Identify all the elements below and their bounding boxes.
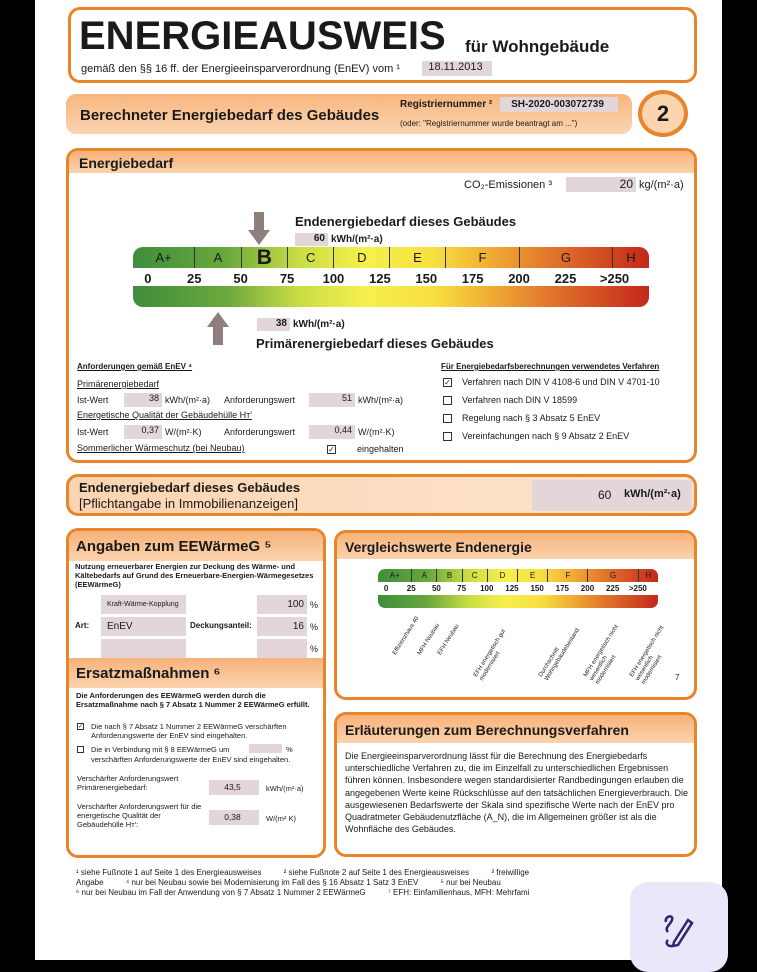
- ht-ist-unit: W/(m²·K): [165, 427, 202, 437]
- ersatz-option2a: Die in Verbindung mit § 8 EEWärmeG um: [91, 745, 230, 754]
- scale-tick: 25: [406, 584, 416, 593]
- scale-tick: 200: [508, 271, 530, 286]
- comparison-label: MFH energetisch nicht wesentlich modernisiert: [583, 624, 621, 686]
- footnote-line-1: ¹ siehe Fußnote 1 auf Seite 1 des Energieausweises ² siehe Fußnote 2 auf Seite 1 des Energieausweises ³ freiwillige: [76, 868, 530, 877]
- endenergie-unit: kWh/(m²·a): [331, 234, 383, 245]
- energiebedarf-box: [66, 148, 697, 463]
- verfahren-item: [443, 431, 693, 449]
- primaerenergie-arrow-icon: [207, 312, 229, 345]
- document-title: ENERGIEAUSWEIS: [79, 14, 446, 58]
- ersatz-intro: Die Anforderungen des EEWärmeG werden durch die Ersatzmaßnahme nach § 7 Absatz 1 Nummer 2 EEWärmeG erfüllt.: [76, 691, 310, 709]
- scale-tick: 100: [480, 584, 494, 593]
- ist-label-2: Ist-Wert: [77, 427, 109, 437]
- deckungsanteil-field: [257, 639, 307, 658]
- pflichtangabe-box: [66, 474, 697, 516]
- pen-icon: [662, 912, 696, 948]
- registration-number: SH-2020-003072739: [500, 97, 618, 112]
- comparison-label: Effizienzhaus 40: [392, 615, 421, 657]
- primaerenergie-unit: kWh/(m²·a): [293, 319, 345, 330]
- ht-ist-value: 0,37: [124, 425, 162, 439]
- enev-date: 18.11.2013: [422, 61, 492, 76]
- class-segment-Aplus: A+: [389, 571, 400, 580]
- ht-label: Energetische Qualität der Gebäudehülle Hт′: [77, 410, 252, 420]
- sommer-label: Sommerlicher Wärmeschutz (bei Neubau): [77, 443, 245, 453]
- class-segment-B: B: [241, 247, 287, 268]
- verfahren-checkbox[interactable]: [443, 414, 452, 423]
- sommer-checkbox[interactable]: ✓: [328, 445, 335, 454]
- ersatz-option1: Die nach § 7 Absatz 1 Nummer 2 EEWärmeG verschärften Anforderungswerte der EnEV sind eingehalten.: [91, 722, 287, 740]
- page-number: 2: [638, 90, 688, 137]
- scale-tick: 50: [233, 271, 248, 286]
- ersatz-option2-checkbox[interactable]: [77, 746, 84, 753]
- anf-label: Anforderungswert: [224, 395, 296, 405]
- scale-tick: 175: [555, 584, 569, 593]
- energy-class-scale: [133, 247, 649, 268]
- class-segment-E: E: [389, 247, 445, 268]
- verfahren-label: Verfahren nach DIN V 4108-6 und DIN V 4701-10: [462, 377, 660, 387]
- verfahren-list: [443, 377, 693, 449]
- anforderungen-title: Anforderungen gemäß EnEV ⁴: [77, 362, 193, 371]
- ersatz-percent-field: [249, 744, 282, 753]
- ersatz-option2b: verschärften Anforderungswerte der EnEV sind eingehalten.: [91, 755, 291, 764]
- scale-tick: 225: [554, 271, 577, 286]
- art-label: Art:: [75, 621, 90, 630]
- verfahren-label: Vereinfachungen nach § 9 Absatz 2 EnEV: [462, 431, 630, 441]
- primaerenergie-title: Primärenergiebedarf dieses Gebäudes: [256, 336, 494, 351]
- verfahren-item: [443, 395, 693, 413]
- scale-tick: 200: [580, 584, 595, 593]
- scale-tick: 175: [461, 271, 484, 286]
- verfahren-item: [443, 413, 693, 431]
- deckung-label: Deckungsanteil:: [190, 621, 252, 630]
- class-segment-Aplus: A+: [155, 250, 172, 265]
- prim-label: Primärenergiebedarf: [77, 379, 160, 389]
- verfahren-checkbox[interactable]: [443, 432, 452, 441]
- gradient-bar: [133, 286, 649, 307]
- prim-ist-unit: kWh/(m²·a): [165, 395, 210, 405]
- vergleich-title: Vergleichswerte Endenergie: [337, 533, 694, 559]
- vergleich-footnote: 7: [675, 673, 680, 682]
- class-segment-G: G: [519, 247, 612, 268]
- comparison-label: MFH Neubau: [417, 622, 442, 657]
- scale-tick: 125: [369, 271, 391, 286]
- scale-tick: 125: [505, 584, 519, 593]
- scale-tick: 75: [279, 271, 295, 286]
- scale-tick: 0: [144, 271, 152, 286]
- co2-unit: kg/(m²·a): [639, 179, 684, 191]
- scale-ticks: [69, 271, 694, 287]
- verfahren-title: Für Energiebedarfsberechnungen verwendetes Verfahren: [441, 362, 660, 371]
- scale-tick: 25: [187, 271, 202, 286]
- class-segment-A: A: [194, 247, 240, 268]
- comparison-label: Durchschnitt Wohngebäudebestand: [538, 627, 582, 682]
- section-title: Berechneter Energiebedarf des Gebäudes: [80, 107, 380, 124]
- scale-tick: 0: [383, 584, 389, 593]
- percent-sign: %: [310, 600, 319, 610]
- erlaeuterung-text: Die Energieeinsparverordnung lässt für die Berechnung des Energiebedarfs unterschiedliche Verfahren zu, die im Einzelfall zu unterschiedlichen Ergebnissen führen können. Insbesondere wegen standardisierter Randbedingungen erlauben die angegebenen Werte keine Rückschlüsse auf den tatsächlichen Energieverbrauch. Die ausgewiesenen Bedarfswerte der Skala sind spezifische Werte nach der EnEV pro Quadratmeter Gebäudenutzfläche (A_N), die im Allgemeinen größer ist als die Wohnfläche des Gebäudes.: [345, 751, 689, 835]
- v1-value: 43,5: [209, 780, 259, 795]
- scale-tick: 225: [605, 584, 620, 593]
- legal-basis: gemäß den §§ 16 ff. der Energieeinsparverordnung (EnEV) vom ¹: [81, 63, 400, 75]
- energiebedarf-title: Energiebedarf: [69, 151, 694, 173]
- verfahren-item: [443, 377, 693, 395]
- v1-label: Verschärfter Anforderungswert Primärenergiebedarf:: [77, 774, 179, 792]
- endenergie-arrow-icon: [248, 212, 270, 245]
- sommer-value: eingehalten: [357, 444, 404, 454]
- pflicht-unit: kWh/(m²·a): [624, 488, 681, 500]
- scale-tick: >250: [628, 584, 647, 593]
- v2-value: 0,38: [209, 810, 259, 825]
- vergleich-ticks: [337, 584, 697, 594]
- class-segment-H: H: [612, 247, 649, 268]
- v2-label: Verschärfter Anforderungswert für die energetische Qualität der Gebäudehülle Hт′:: [77, 802, 202, 829]
- vergleich-class-scale: [378, 569, 658, 582]
- energy-type-field: [101, 639, 186, 658]
- deckungsanteil-field: 100: [257, 595, 307, 614]
- verfahren-label: Verfahren nach DIN V 18599: [462, 395, 578, 405]
- scale-tick: 100: [322, 271, 345, 286]
- erlaeuterungen-box: [334, 712, 697, 857]
- ersatz-percent-sign: %: [286, 745, 293, 754]
- scale-tick: 50: [431, 584, 441, 593]
- registration-label: Registriernummer ²: [400, 99, 493, 110]
- scale-tick: >250: [599, 271, 630, 286]
- scale-tick: 75: [457, 584, 467, 593]
- class-segment-D: D: [487, 569, 517, 582]
- ht-anf-value: 0,44: [309, 425, 355, 439]
- vergleich-gradient-bar: [378, 595, 658, 608]
- prim-anf-unit: kWh/(m²·a): [358, 395, 403, 405]
- title-box: [68, 7, 697, 83]
- class-segment-F: F: [547, 569, 587, 582]
- document-subtitle: für Wohngebäude: [465, 37, 610, 56]
- primaerenergie-value: 38: [257, 318, 290, 331]
- comparison-label: EFH energetisch gut modernisiert: [472, 628, 507, 682]
- endenergie-title: Endenergiebedarf dieses Gebäudes: [295, 214, 517, 229]
- class-segment-A: A: [411, 569, 436, 582]
- class-segment-D: D: [333, 247, 389, 268]
- deckungsanteil-field: 16: [257, 617, 307, 636]
- class-segment-F: F: [445, 247, 519, 268]
- class-segment-B: B: [436, 569, 461, 582]
- comparison-label: EFH energetisch nicht wesentlich modernisiert: [628, 624, 666, 686]
- scale-tick: 150: [530, 584, 544, 593]
- erlaeuterung-title: Erläuterungen zum Berechnungsverfahren: [337, 715, 694, 743]
- pflicht-note: [Pflichtangabe in Immobilienanzeigen]: [79, 496, 298, 511]
- eewaermeg-intro: Nutzung erneuerbarer Energien zur Deckung des Wärme- und Kältebedarfs auf Grund des Erneuerbare-Energien-Wärmegesetzes (EEWärmeG): [75, 562, 314, 589]
- pflicht-title: Endenergiebedarf dieses Gebäudes: [79, 480, 301, 495]
- verfahren-label: Regelung nach § 3 Absatz 5 EnEV: [462, 413, 601, 423]
- edit-button[interactable]: [630, 882, 728, 972]
- v2-unit: W/(m² K): [266, 814, 296, 823]
- class-segment-C: C: [462, 569, 487, 582]
- co2-label: CO₂-Emissionen ³: [464, 179, 553, 191]
- footnote-line-3: ⁶ nur bei Neubau im Fall der Anwendung von § 7 Absatz 1 Nummer 2 EEWärmeG ⁷ EFH: Einfamilienhaus, MFH: Mehrfami: [76, 888, 530, 897]
- section-header: [66, 94, 632, 134]
- verfahren-checkbox[interactable]: [443, 396, 452, 405]
- ersatz-option1-checkbox[interactable]: ✓: [78, 724, 84, 730]
- endenergie-value: 60: [295, 233, 328, 246]
- comparison-label: EFH Neubau: [437, 623, 461, 657]
- anf-label-2: Anforderungswert: [224, 427, 296, 437]
- eewaermeg-title: Angaben zum EEWärmeG ⁵: [69, 531, 323, 561]
- energy-type-field: Kraft-Wärme-Kopplung: [101, 595, 186, 614]
- pflicht-value: 60: [598, 488, 612, 502]
- percent-sign: %: [310, 622, 319, 632]
- energy-type-field: EnEV: [101, 617, 186, 636]
- class-segment-H: H: [638, 569, 658, 582]
- v1-unit: kWh/(m²·a): [266, 784, 304, 793]
- scale-tick: 150: [415, 271, 438, 286]
- prim-ist-value: 38: [124, 393, 162, 407]
- eewaermeg-box: [66, 528, 326, 858]
- footnote-line-2: Angabe ⁴ nur bei Neubau sowie bei Modernisierung im Fall des § 16 Absatz 1 Satz 3 EnEV ⁵ nur bei Neubau: [76, 878, 501, 887]
- vergleichswerte-box: [334, 530, 697, 700]
- class-segment-C: C: [287, 247, 333, 268]
- registration-note: (oder: "Registriernummer wurde beantragt am ..."): [400, 119, 578, 128]
- ht-anf-unit: W/(m²·K): [358, 427, 395, 437]
- pflicht-field: [532, 480, 692, 511]
- class-segment-E: E: [517, 569, 547, 582]
- prim-anf-value: 51: [309, 393, 355, 407]
- ersatz-title: Ersatzmaßnahmen ⁶: [69, 658, 323, 688]
- ist-label: Ist-Wert: [77, 395, 109, 405]
- percent-sign: %: [310, 644, 319, 654]
- class-segment-G: G: [587, 569, 637, 582]
- co2-value: 20: [566, 177, 636, 192]
- verfahren-checkbox[interactable]: ✓: [444, 378, 451, 388]
